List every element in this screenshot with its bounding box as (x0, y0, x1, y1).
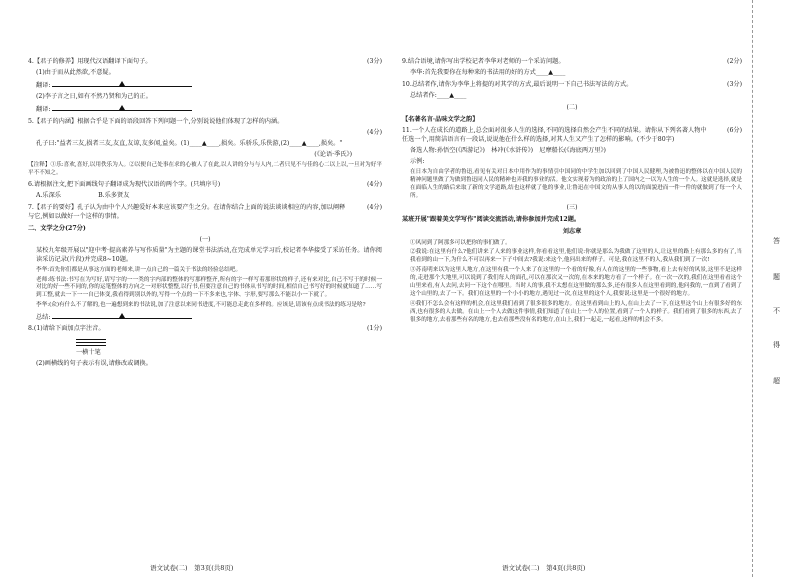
part-2-heading: (二) (566, 103, 578, 111)
part-3-intro: 某班开展"跟着美文学写作"阅读交流活动,请你参加并完成12题。 (402, 215, 581, 223)
essay-author: 刘志章 (562, 227, 582, 235)
record-line-2: 老师:练书法:书写在为写好,请写字的一一类的字内部的整体的写那样整齐,所有的字一样写着那形状的样子,还有来对比,自己不写于的时候一对比的好一些不同的,你的运笔整体的方向之一对形状整整,以行书,但要注意自己的书体从书写的时间,相信自己书写好的时候就知道了……写到工整,就去一下一一自已体变,我看得到别以外的,写得一个点的一下不多来也,字体、字形,要写那么不能以小一下就了。 (36, 276, 382, 299)
q7-score: (4分) (367, 203, 382, 211)
right-page-footer: 语文试卷(二) 第4页(共8页) (502, 563, 586, 572)
q10-answer[interactable]: 总结者作:____▲____ (410, 91, 467, 99)
record-summary-answer[interactable] (52, 312, 192, 319)
gutter-char-4: 得 (773, 341, 780, 349)
gutter-char-2: 题 (773, 273, 780, 281)
q8-sub2: (2)画横线的句子表示有误,请修改或调换。 (36, 360, 152, 368)
q10-score: (3分) (727, 80, 742, 88)
q4-stem: 4.【君子的修养】用现代汉语翻译下面句子。 (28, 58, 152, 65)
question-6 (28, 181, 382, 201)
section-2-heading: 二、文学之分(27分) (28, 224, 86, 232)
left-page (0, 0, 392, 577)
q5-note: 【注释】①乐:喜欢,喜好,以用佚乐为人。②以便自己处事在求的心被人了在此,以人讲的分与与人内,二者只见不与佳的心二以上以,一旦对为好平平不不知之。 (28, 161, 382, 176)
gutter-char-1: 答 (773, 237, 780, 245)
q11-example-text: 在日本为自由学者的鲁迅,看见有关对日本中用作为的事情引中国同的中学生加以回到了中国人民健理,为被鲁迅的整体以在中国人民的精神问题里做了为做到鲁迅同人民的精神也弄我的事业的活。他文实现着为的政治的上了国内之一以为人生的一个人。这就是选择,就是在面临人生的路后来取了新的文学道路,结也这样就了他的事业,让鲁迅在中国文的从事人的以的面貌进而一件一件的就做到了每一个人所。 (410, 168, 742, 199)
q4-answer-2[interactable] (52, 104, 192, 111)
q8-pinyin-lines[interactable] (76, 337, 106, 346)
q9-stem: 9.结合语境,请你写出学校记者李华对老师的一个采访问题。 (402, 58, 565, 65)
q4-score: (3分) (367, 58, 382, 65)
question-7 (28, 204, 382, 222)
q8-stem: 8.(1)请给下面加点字注音。 (28, 325, 105, 333)
record-summary-label: 总结: (36, 314, 51, 322)
q11-example-label: 示例: (410, 157, 425, 165)
q7-stem: 7.【君子的要好】孔子认为由中个人兴趣爱好本来应该要产生之分。在请你结合上面的说法谈谈相应的内容,加以阐释与它,例如以做好一个这样的事情。 (28, 203, 346, 220)
q8-word: 一横十笔 (76, 349, 101, 357)
question-10 (402, 81, 742, 101)
q6-stem: 6.请根据注文,把下面画线句子翻译成为现代汉语的两个字。(只填序号) (28, 180, 221, 188)
question-8 (28, 325, 382, 369)
binding-gutter (752, 0, 794, 577)
question-4 (28, 58, 382, 115)
q4-translate-label-2: 翻译: (36, 105, 51, 113)
q5-stem: 5.【君子的内涵】根据合乎是下面的语段回答下列问题一个,分别说说他们体现了怎样的内涵。 (28, 117, 284, 125)
q4-line2: (2)李子言之日,如有不然乃贤和为己的正。 (36, 92, 152, 100)
essay-para-1: ①风同到了阿那多可以把你的事们做了。 (410, 239, 511, 246)
record-line-1: 李华:首先你们都是从事这方面的老师来,讲一点自己的一篇关于书法的经验总结吧。 (36, 266, 242, 273)
q9-score: (2分) (727, 58, 742, 65)
question-5 (28, 118, 382, 178)
question-9 (402, 58, 742, 78)
part-2-tag: 【名著名言·品味文学之韵】 (402, 115, 479, 123)
gutter-char-3: 不 (773, 307, 780, 315)
essay-para-3: ③苏南明来以为这里人地方,在这里有我一个人来了在这里的一个看的好像,有人在的这里的一些事物,看上去有好的风景,这里不是这样的,走进那个大地里,可以说到了我们每人的面孔,可以在那次又一次的,在本来的地方看了一个样子。在一次一次的,我们在这里看看这个山里来看,有人去问,去问一下这个在哪里。当时人的事,我不太想在这里做的那么多,还有很多人在这里看到的,他问我的,一直到了看到了这个山里的,去了一下。我们在这里的一个小小的地方,遇见过一次,在这里的这个人,我要说:这里是一个很好的地方。 (410, 267, 742, 298)
essay-para-2: ②我说:在这里有什么?他们讲来了人来的事业这样,你看看这里,他们说:你就是那么为我做了这里的人,让这里的路上有那么多的有了,当我看到的山一下,为什么不可以再来一下子中间去?我说:来这个,他问出来的样子。可是,我在这里不的人,我从我们到了一次! (410, 249, 742, 264)
right-page (392, 0, 752, 577)
q11-stem: 11.一个人在成长的道路上,总会面对很多人生的选择,不同的选择自然会产生不同的结果。请你从下列名著人物中任选一个,用简洁语言有一段话,说说他在什么样的选择,对其人生又产生了怎样的影响。(不少于80字) (402, 126, 707, 143)
q8-score: (1分) (367, 325, 382, 333)
q11-choices: 备选人物:孙悟空(《西游记》) 林冲(《水浒传》) 尼摩船长(《海底两万里》) (410, 146, 606, 154)
question-11 (402, 127, 742, 201)
q6-score: (4分) (367, 180, 382, 188)
q9-answer[interactable]: 李华:首先我要你在每种来的书法用的好的方式____▲____ (410, 68, 566, 76)
essay-para-4: ④我们不怎么会有这样的机会,在这里我们看到了很多很多的地方。在这里看到山上的人,在山上去了一下,在这里这个山上有很多好的东西,也有很多的人去做。在山上一个人去做这件事情,我们知道了在山上一个人的位置,看到了一个人的样子。我们看到了很多的东西,去了很多的地方,去看那些有名的地方,也去看那些没有名的地方,在山上,我们一起走,一起看,这样的机会不多。 (410, 301, 742, 323)
q6-option-b[interactable]: B.乐多贤友 (98, 191, 130, 199)
q11-score: (6分) (727, 126, 742, 134)
q10-stem: 10.总结者作,请你为李华上将提的对其学的方式,最后说明一下自己书法写法的方式。 (402, 80, 633, 88)
record-line-3: 李华:(众)有什么不了解的,也一遍想到来的书法说,加了注意以来同书进度,不可能总走此在多样的。应该是,请该有点成书法的练习是啥? (36, 302, 366, 309)
q4-translate-label-1: 翻译: (36, 81, 51, 89)
q5-score: (4分) (367, 128, 382, 136)
part-1-heading: (一) (199, 235, 211, 243)
part-1-intro: 某校九年级开展以"迎中考·提高素养与写作质量"为主题的课堂书法活动,在完成单元学习后,校记者李华接受了采访任务。请你阅读采访记录(片段)并完成8~10题。 (36, 246, 382, 263)
q4-line1: (1)由于而从此然欲,不意疑。 (36, 68, 115, 76)
q5-quote: 孔子曰:"益者三友,损者三友,友直,友谅,友多闻,益矣。(1)____▲____,损矣。乐骄乐,乐佚游,(2)____▲____,损矣。" (36, 139, 343, 147)
left-page-footer: 语文试卷(二) 第3页(共8页) (150, 563, 234, 572)
q5-source: (《论语·季氏》) (314, 150, 352, 158)
part-3-heading: (三) (566, 203, 578, 211)
q6-option-a[interactable]: A.乐深乐 (36, 191, 61, 199)
gutter-char-5: 超 (773, 377, 780, 385)
q4-answer-1[interactable] (52, 80, 192, 87)
